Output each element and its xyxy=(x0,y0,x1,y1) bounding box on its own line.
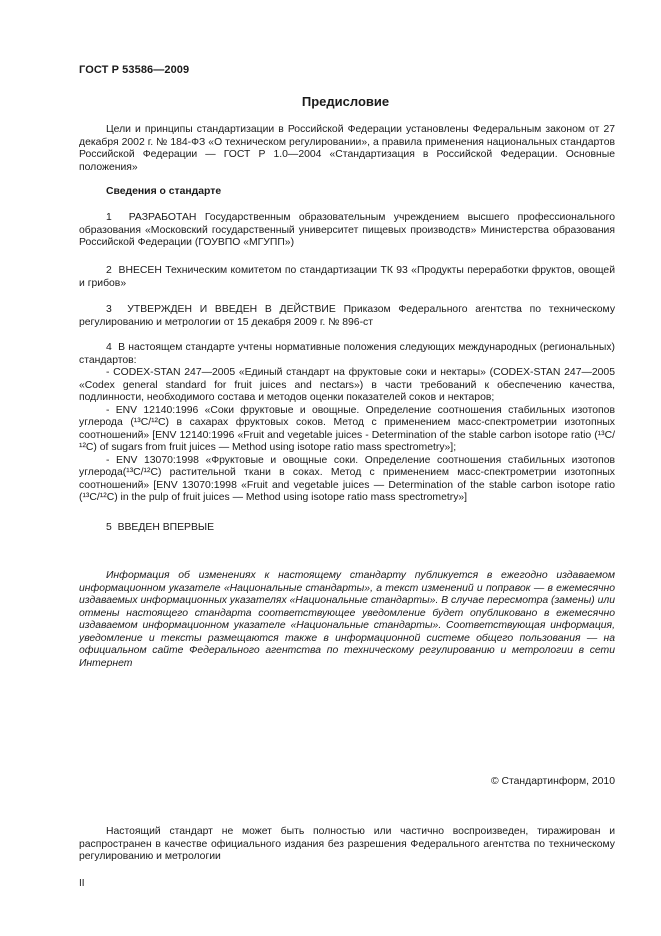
item-2-text: Техническим комитетом по стандартизации ТК 93 «Продукты переработки фруктов, овощей и грибов» xyxy=(79,265,616,289)
intro-text: Цели и принципы стандартизации в Российской Федерации установлены Федеральным законом от 27 декабря 2002 г. № 184-ФЗ «О техническом регулировании», а правила применения национальных стандартов Российской Федерации — ГОСТ Р 1.0—2004 «Стандартизация в Российской Федерации. Основные положения» xyxy=(79,124,615,173)
page-number: II xyxy=(79,878,85,889)
item-1-number: 1 xyxy=(106,212,112,223)
item-3-lead: УТВЕРЖДЕН И ВВЕДЕН В ДЕЙСТВИЕ xyxy=(127,304,336,315)
standard-code-header: ГОСТ Р 53586—2009 xyxy=(79,64,190,76)
copyright-line: © Стандартинформ, 2010 xyxy=(490,776,615,787)
reference-env-13070: - ENV 13070:1998 «Фруктовые и овощные соки. Определение соотношения стабильных изотопов углерода(¹³C/¹²C) растительной ткани в соках. Метод с применением масс-спектрометрии изотопных соотношений» [ENV 13070:1998 «Fruit and vegetable juices — Determination of the stable carbon isotope ratio (¹³C/¹²C) in the pulp of fruit juices — Method using isotope ratio mass spectrometry»] xyxy=(79,454,615,503)
item-2-lead: ВНЕСЕН xyxy=(118,265,162,276)
item-3-text: Приказом Федерального агентства по техническому регулированию и метрологии от 15 декабря 2009 г. № 896-ст xyxy=(79,304,616,328)
item-2 xyxy=(79,265,615,290)
item-4-number: 4 xyxy=(106,342,112,353)
intro-paragraph xyxy=(79,124,615,174)
item-4 xyxy=(79,342,615,505)
item-5-lead: ВВЕДЕН ВПЕРВЫЕ xyxy=(117,522,215,533)
reproduction-notice: Настоящий стандарт не может быть полностью или частично воспроизведен, тиражирован и распространен в качестве официального издания без разрешения Федерального агентства по техническому регулированию и метрологии xyxy=(79,826,615,862)
reference-env-12140: - ENV 12140:1996 «Соки фруктовые и овощные. Определение соотношения стабильных изотопов углерода (¹³C/¹²C) в сахарах фруктовых соков. Метод с применением масс-спектрометрии изотопных соотношений» [ENV 12140:1996 «Fruit and vegetable juices - Determination of the stable carbon isotope ratio (¹³C/¹²C) of sugars from fruit juices — Method using isotope ratio mass spectrometry»]; xyxy=(79,404,615,453)
reference-codex: - CODEX-STAN 247—2005 «Единый стандарт на фруктовые соки и нектары» (CODEX-STAN 247—2005 «Codex general standard for fruit juices and nectars») в части требований к обеспечению качества, подлинности, необходимого состава и методов оценки показателей соков и нектаров; xyxy=(79,367,615,403)
item-1-lead: РАЗРАБОТАН xyxy=(128,212,197,223)
item-4-text: В настоящем стандарте учтены нормативные положения следующих международных (региональных) стандартов: xyxy=(79,342,616,366)
item-2-number: 2 xyxy=(106,265,112,276)
section-heading xyxy=(79,186,615,199)
notice-text: Информация об изменениях к настоящему стандарту публикуется в ежегодно издаваемом информационном указателе «Национальные стандарты», а текст изменений и поправок — в ежемесячно издаваемых информационных указателях «Национальные стандарты». В случае пересмотра (замены) или отмены настоящего стандарта соответствующее уведомление будет опубликовано в ежемесячно издаваемом информационном указателе «Национальные стандарты». Соответствующая информация, уведомление и тексты размещаются также в информационной системе общего пользования — на официальном сайте Федерального агентства по техническому регулированию и метрологии в сети Интернет xyxy=(79,570,615,669)
item-1 xyxy=(79,212,615,250)
section-heading-text: Сведения о стандарте xyxy=(106,186,222,197)
item-5-number: 5 xyxy=(106,522,112,533)
notice-paragraph xyxy=(79,570,615,670)
item-1-text: Государственным образовательным учреждением высшего профессионального образования «Московский государственный университет пищевых производств» Министерства образования Российской Федерации (ГОУВПО «МГУПП») xyxy=(79,212,615,248)
item-3-number: 3 xyxy=(106,304,112,315)
item-3 xyxy=(79,304,615,329)
item-5 xyxy=(79,522,615,535)
page-title: Предисловие xyxy=(301,94,390,109)
